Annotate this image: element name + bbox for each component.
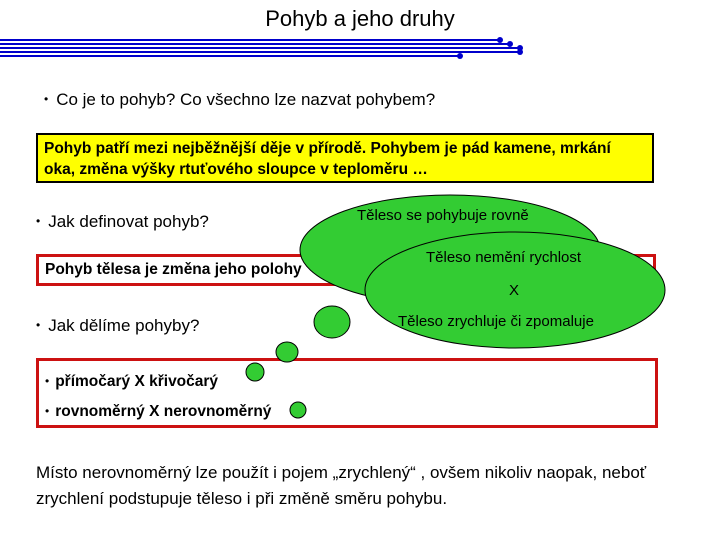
motion-type-item: • rovnoměrný X nerovnoměrný <box>45 403 272 420</box>
bubble-small-2 <box>246 363 264 381</box>
bubble-text-x: X <box>509 282 520 299</box>
bullet-mark: • <box>44 92 49 106</box>
question3-text: Jak dělíme pohyby? <box>48 316 200 335</box>
motion-definition-box: Pohyb tělesa je změna jeho polohy <box>36 254 656 286</box>
slide-title: Pohyb a jeho druhy <box>265 6 455 31</box>
bubble-small-4 <box>314 306 350 338</box>
question1-text: Co je to pohyb? Co všechno lze nazvat pohybem? <box>56 90 436 109</box>
bullet-mark: • <box>36 318 41 332</box>
motion-examples-box: Pohyb patří mezi nejběžnější děje v přírodě. Pohybem je pád kamene, mrkání oka, změna výšky rtuťového sloupce v teploměru … <box>36 133 654 183</box>
bubble-small-1 <box>290 402 306 418</box>
bubble-text-constant-speed: Těleso nemění rychlost <box>426 249 582 266</box>
note-text: Místo nerovnoměrný lze použít i pojem „zrychlený“ , ovšem nikoliv naopak, neboť zrychlení podstupuje těleso i při změně směru pohybu. <box>36 463 647 508</box>
bullet-mark: • <box>45 374 50 388</box>
bullet-mark: • <box>36 214 41 228</box>
bubble-text-accelerates: Těleso zrychluje či zpomaluje <box>398 313 594 330</box>
bubble-text-straight: Těleso se pohybuje rovně <box>357 207 529 224</box>
question2-text: Jak definovat pohyb? <box>48 212 209 231</box>
bubble-small-3 <box>276 342 298 362</box>
motion-type-item: • přímočarý X křivočarý <box>45 373 219 390</box>
bullet-mark: • <box>45 404 50 418</box>
